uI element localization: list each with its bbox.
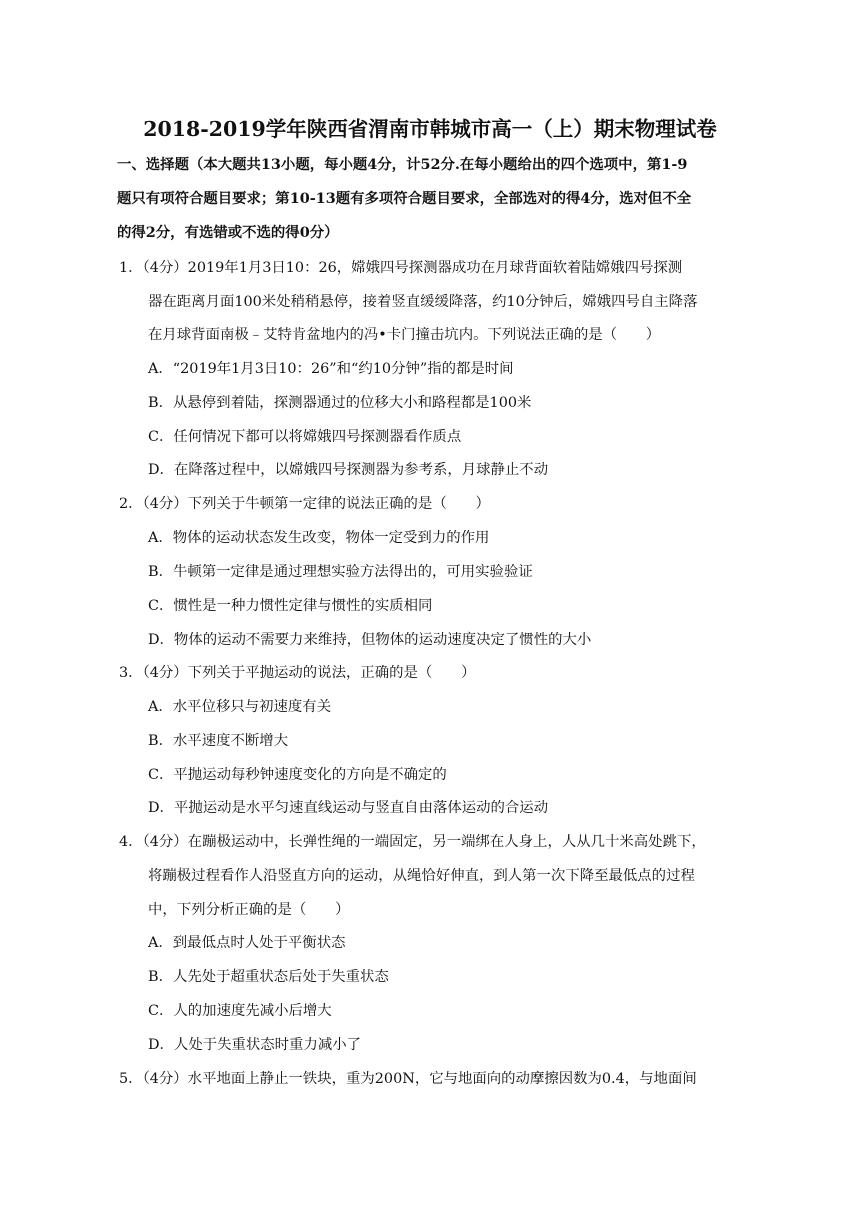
question-4-option-c: C．人的加速度先减小后增大	[148, 1003, 332, 1019]
question-1-stem: 器在距离月面100米处稍稍悬停，接着竖直缓缓降落，约10分钟后，嫦娥四号自主降落	[148, 294, 698, 310]
question-1-option-b: B．从悬停到着陆，探测器通过的位移大小和路程都是100米	[148, 395, 532, 411]
question-4-option-d: D．人处于失重状态时重力减小了	[148, 1037, 362, 1053]
question-2-option-c: C．惯性是一种力惯性定律与惯性的实质相同	[148, 598, 433, 614]
question-5-stem: 5．（4分）水平地面上静止一铁块，重为200N，它与地面向的动摩擦因数为0.4，与地面间	[119, 1071, 697, 1087]
question-4-option-a: A．到最低点时人处于平衡状态	[148, 935, 346, 951]
section-line: 题只有项符合题目要求；第10-13题有多项符合题目要求，全部选对的得4分，选对但不全	[117, 190, 692, 207]
question-4-stem: 4．（4分）在蹦极运动中，长弹性绳的一端固定，另一端绑在人身上，人从几十米高处跳下，	[119, 834, 706, 850]
question-1-option-c: C．任何情况下都可以将嫦娥四号探测器看作质点	[148, 429, 462, 445]
question-4-stem: 将蹦极过程看作人沿竖直方向的运动，从绳恰好伸直，到人第一次下降至最低点的过程	[148, 868, 695, 884]
question-3-stem: 3．（4分）下列关于平抛运动的说法，正确的是（ ）	[119, 665, 476, 681]
question-3-option-d: D．平抛运动是水平匀速直线运动与竖直自由落体运动的合运动	[148, 800, 549, 816]
question-3-option-c: C．平抛运动每秒钟速度变化的方向是不确定的	[148, 767, 447, 783]
question-2-option-d: D．物体的运动不需要力来维持，但物体的运动速度决定了惯性的大小	[148, 632, 592, 648]
section-instructions	[117, 148, 743, 250]
question-1-option-a: A．“2019年1月3日10：26”和“约10分钟”指的都是时间	[148, 361, 514, 377]
question-1-stem: 1．（4分）2019年1月3日10：26，嫦娥四号探测器成功在月球背面软着陆嫦娥四号探测	[119, 260, 683, 276]
question-1-stem: 在月球背面南极﹣艾特肯盆地内的冯•卡门撞击坑内。下列说法正确的是（ ）	[148, 327, 661, 343]
question-4-option-b: B．人先处于超重状态后处于失重状态	[148, 969, 389, 985]
question-3-option-a: A．水平位移只与初速度有关	[148, 699, 332, 715]
question-4-stem: 中，下列分析正确的是（ ）	[148, 902, 350, 918]
question-2-option-b: B．牛顿第一定律是通过理想实验方法得出的，可用实验验证	[148, 564, 533, 580]
section-line: 一、选择题（本大题共13小题，每小题4分，计52分.在每小题给出的四个选项中，第1-9	[117, 156, 688, 173]
section-line: 的得2分，有选错或不选的得0分）	[117, 224, 339, 241]
question-3-option-b: B．水平速度不断增大	[148, 733, 289, 749]
question-1-option-d: D．在降落过程中，以嫦娥四号探测器为参考系，月球静止不动	[148, 462, 549, 478]
exam-title: 2018-2019学年陕西省渭南市韩城市高一（上）期末物理试卷	[143, 117, 717, 141]
question-2-stem: 2．（4分）下列关于牛顿第一定律的说法正确的是（ ）	[119, 496, 490, 512]
question-2-option-a: A．物体的运动状态发生改变，物体一定受到力的作用	[148, 530, 490, 546]
